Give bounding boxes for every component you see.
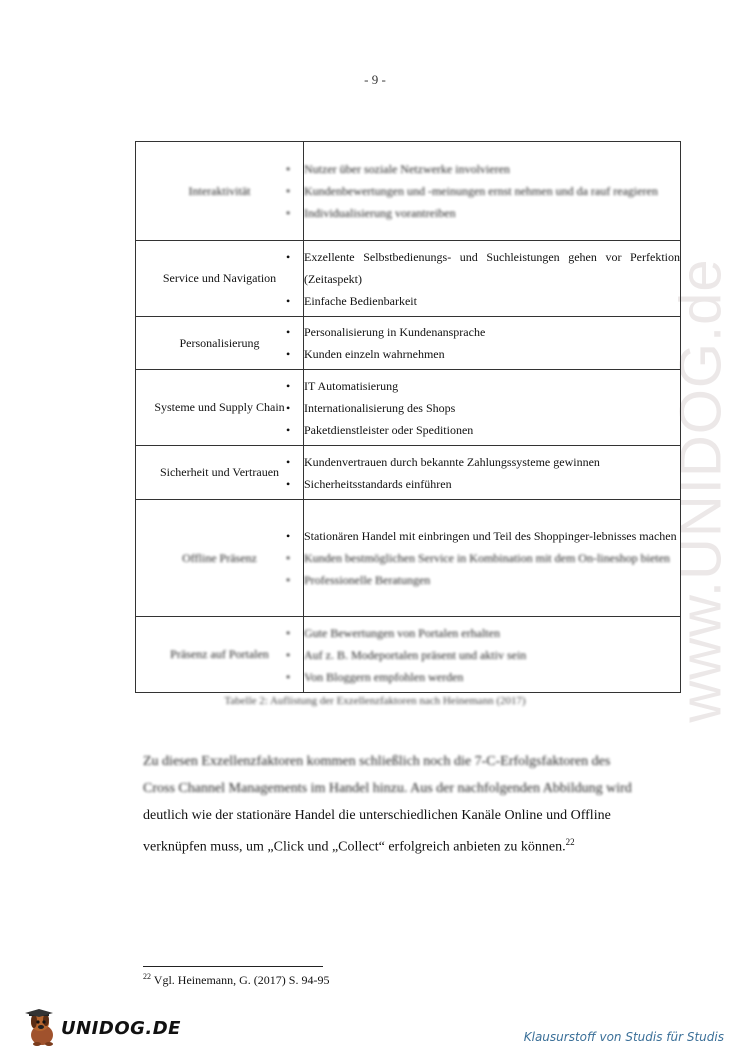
measures-cell [304, 500, 681, 617]
footnote-text: Vgl. Heinemann, G. (2017) S. 94-95 [153, 973, 330, 987]
factor-cell: Präsenz auf Portalen [136, 617, 304, 693]
dog-icon [25, 1009, 59, 1047]
footnote-number: 22 [143, 972, 151, 981]
paragraph-line-text: verknüpfen muss, um „Click und „Collect“ erfolgreich anbieten zu können. [143, 839, 566, 855]
list-item: • Kundenbewertungen und -meinungen ernst nehmen und da rauf reagieren [304, 180, 680, 202]
list-item: • Individualisierung vorantreiben [304, 202, 680, 224]
list-item: • Internationalisierung des Shops [304, 397, 680, 419]
excellence-factors-table [135, 141, 681, 693]
table-caption: Tabelle 2: Auflistung der Exzellenzfaktoren nach Heinemann (2017) [224, 695, 526, 707]
list-item: • Nutzer über soziale Netzwerke involvieren [304, 158, 680, 180]
footnote-reference[interactable]: 22 [565, 837, 575, 847]
list-item: • IT Automatisierung [304, 375, 680, 397]
measures-cell [304, 317, 681, 370]
measures-cell [304, 617, 681, 693]
list-item: • Von Bloggern empfohlen werden [304, 666, 680, 688]
list-item: • Sicherheitsstandards einführen [304, 473, 680, 495]
factor-cell: Service und Navigation [136, 241, 304, 317]
factor-cell: Sicherheit und Vertrauen [136, 446, 304, 500]
list-item: • Kunden einzeln wahrnehmen [304, 343, 680, 365]
list-item: • Einfache Bedienbarkeit [304, 290, 680, 312]
logo-text: UNIDOG.DE [61, 1017, 181, 1039]
measures-cell [304, 241, 681, 317]
footnote [143, 972, 329, 988]
list-item: • Paketdienstleister oder Speditionen [304, 419, 680, 441]
unidog-logo[interactable] [25, 1008, 181, 1048]
paragraph-line: deutlich wie der stationäre Handel die unterschiedlichen Kanäle Online und Offline [143, 808, 611, 823]
body-paragraph [143, 748, 677, 856]
watermark-text: www.UNIDOG.de [668, 257, 734, 723]
footnote-divider [143, 966, 323, 967]
list-item: • Stationären Handel mit einbringen und Teil des Shoppinger-lebnisses machen [304, 525, 680, 547]
table-row [136, 617, 681, 693]
list-item: • Kunden bestmöglichen Service in Kombination mit dem On-lineshop bieten [304, 547, 680, 569]
factor-cell: Personalisierung [136, 317, 304, 370]
factor-cell: Offline Präsenz [136, 500, 304, 617]
list-item: • Gute Bewertungen von Portalen erhalten [304, 622, 680, 644]
table-row [136, 142, 681, 241]
slogan: Klausurstoff von Studis für Studis [523, 1030, 724, 1044]
table-row [136, 446, 681, 500]
factor-cell: Interaktivität [136, 142, 304, 241]
list-item: • Personalisierung in Kundenansprache [304, 321, 680, 343]
list-item: • Kundenvertrauen durch bekannte Zahlungssysteme gewinnen [304, 451, 680, 473]
table-row [136, 241, 681, 317]
factor-cell: Systeme und Supply Chain [136, 370, 304, 446]
table-row [136, 370, 681, 446]
table-row [136, 500, 681, 617]
paragraph-line: Cross Channel Managements im Handel hinzu. Aus der nachfolgenden Abbildung wird [143, 781, 632, 796]
list-item: • Exzellente Selbstbedienungs- und Suchleistungen gehen vor Perfektion (Zeitaspekt) [304, 246, 680, 290]
table-row [136, 317, 681, 370]
paragraph-line [143, 829, 677, 856]
paragraph-line: Zu diesen Exzellenzfaktoren kommen schließlich noch die 7-C-Erfolgsfaktoren des [143, 754, 611, 769]
measures-cell [304, 370, 681, 446]
list-item: • Auf z. B. Modeportalen präsent und aktiv sein [304, 644, 680, 666]
page-number: - 9 - [364, 72, 386, 87]
measures-cell [304, 446, 681, 500]
list-item: • Professionelle Beratungen [304, 569, 680, 591]
measures-cell [304, 142, 681, 241]
